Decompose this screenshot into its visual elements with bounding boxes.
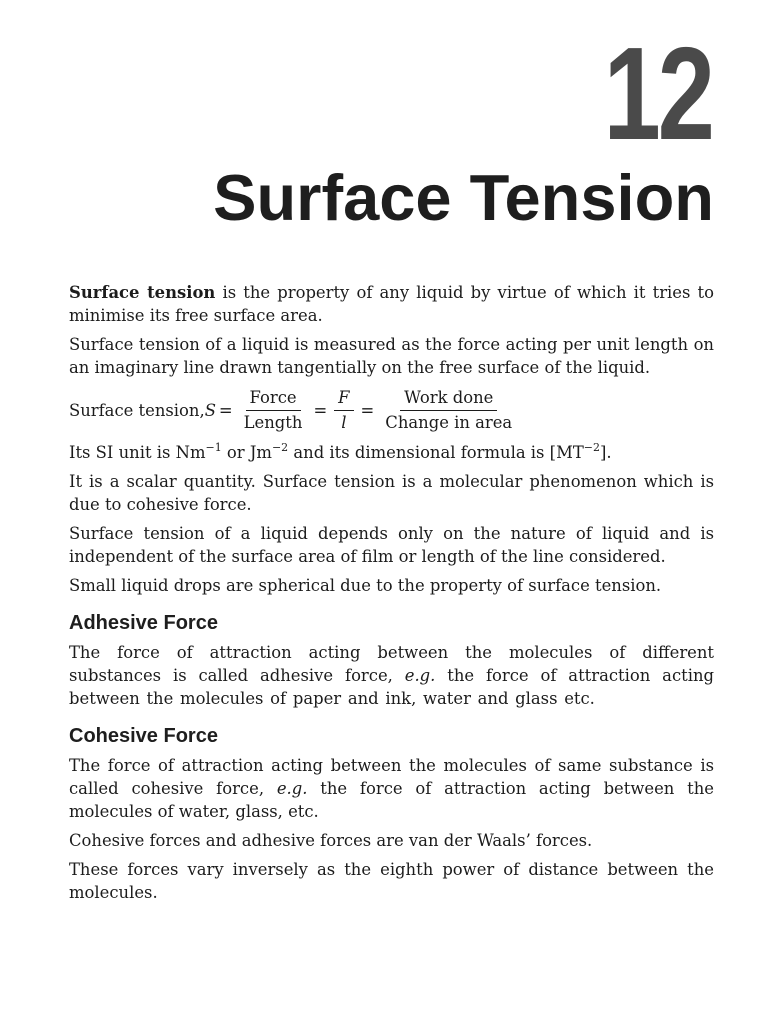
si-unit-text: ].	[600, 443, 612, 462]
si-unit-text: Its SI unit is Nm	[69, 443, 206, 462]
definition-paragraph	[69, 281, 714, 327]
inverse-power-paragraph: These forces vary inversely as the eighth power of distance between the molecules.	[69, 860, 714, 902]
fraction-denominator: Length	[243, 412, 303, 432]
exponent: −2	[271, 441, 289, 454]
cohesive-heading: Cohesive Force	[69, 725, 218, 747]
fraction-numerator: Force	[246, 387, 301, 411]
definition-term: Surface tension	[69, 283, 216, 302]
si-unit-text: and its dimensional formula is [MT	[288, 443, 584, 462]
chapter-number: 12	[603, 20, 712, 167]
adhesive-paragraph	[69, 641, 714, 710]
formula-equals-2: =	[313, 400, 328, 420]
cohesive-text: The force of attraction acting between the molecules of same substance is called cohesive force,	[69, 756, 714, 798]
chapter-body	[69, 281, 714, 910]
measurement-paragraph: Surface tension of a liquid is measured as the force acting per unit length on an imaginary line drawn tangentially on the free surface of the liquid.	[69, 335, 714, 377]
scalar-paragraph: It is a scalar quantity. Surface tension is a molecular phenomenon which is due to cohesive force.	[69, 472, 714, 514]
cohesive-text: the force of attraction acting between the molecules of water, glass, etc.	[69, 779, 714, 821]
si-unit-text: or Jm	[221, 443, 272, 462]
dependence-paragraph: Surface tension of a liquid depends only on the nature of liquid and is independent of the surface area of film or length of the line considered.	[69, 524, 714, 566]
adhesive-heading: Adhesive Force	[69, 612, 218, 634]
fraction-force-length	[240, 387, 307, 434]
drops-paragraph: Small liquid drops are spherical due to the property of surface tension.	[69, 576, 662, 595]
adhesive-text: the force of attraction acting between the molecules of paper and ink, water and glass etc.	[69, 666, 715, 708]
eg-abbreviation: e.g.	[404, 666, 436, 685]
eg-abbreviation: e.g.	[276, 779, 308, 798]
definition-text: is the property of any liquid by virtue of which it tries to minimise its free surface area.	[69, 283, 714, 325]
formula-label: Surface tension,	[69, 400, 205, 420]
formula-symbol: S	[204, 400, 216, 420]
van-der-waals-paragraph: Cohesive forces and adhesive forces are van der Waals’ forces.	[69, 831, 593, 850]
fraction-f-l	[334, 387, 353, 434]
fraction-denominator: Change in area	[385, 412, 513, 432]
exponent: −2	[583, 441, 600, 454]
fraction-numerator: F	[334, 387, 353, 411]
exponent: −1	[205, 441, 222, 454]
fraction-numerator: Work done	[400, 387, 497, 411]
formula-equals-1: =	[218, 400, 233, 420]
chapter-title: Surface Tension	[213, 161, 714, 234]
formula-equals-3: =	[360, 400, 375, 420]
fraction-work-area	[381, 387, 516, 434]
si-unit-paragraph	[69, 441, 714, 464]
fraction-denominator: l	[341, 412, 347, 432]
adhesive-text: The force of attraction acting between the molecules of different substances is called adhesive force,	[69, 643, 714, 685]
cohesive-paragraph	[69, 754, 714, 823]
surface-tension-formula	[69, 385, 714, 435]
